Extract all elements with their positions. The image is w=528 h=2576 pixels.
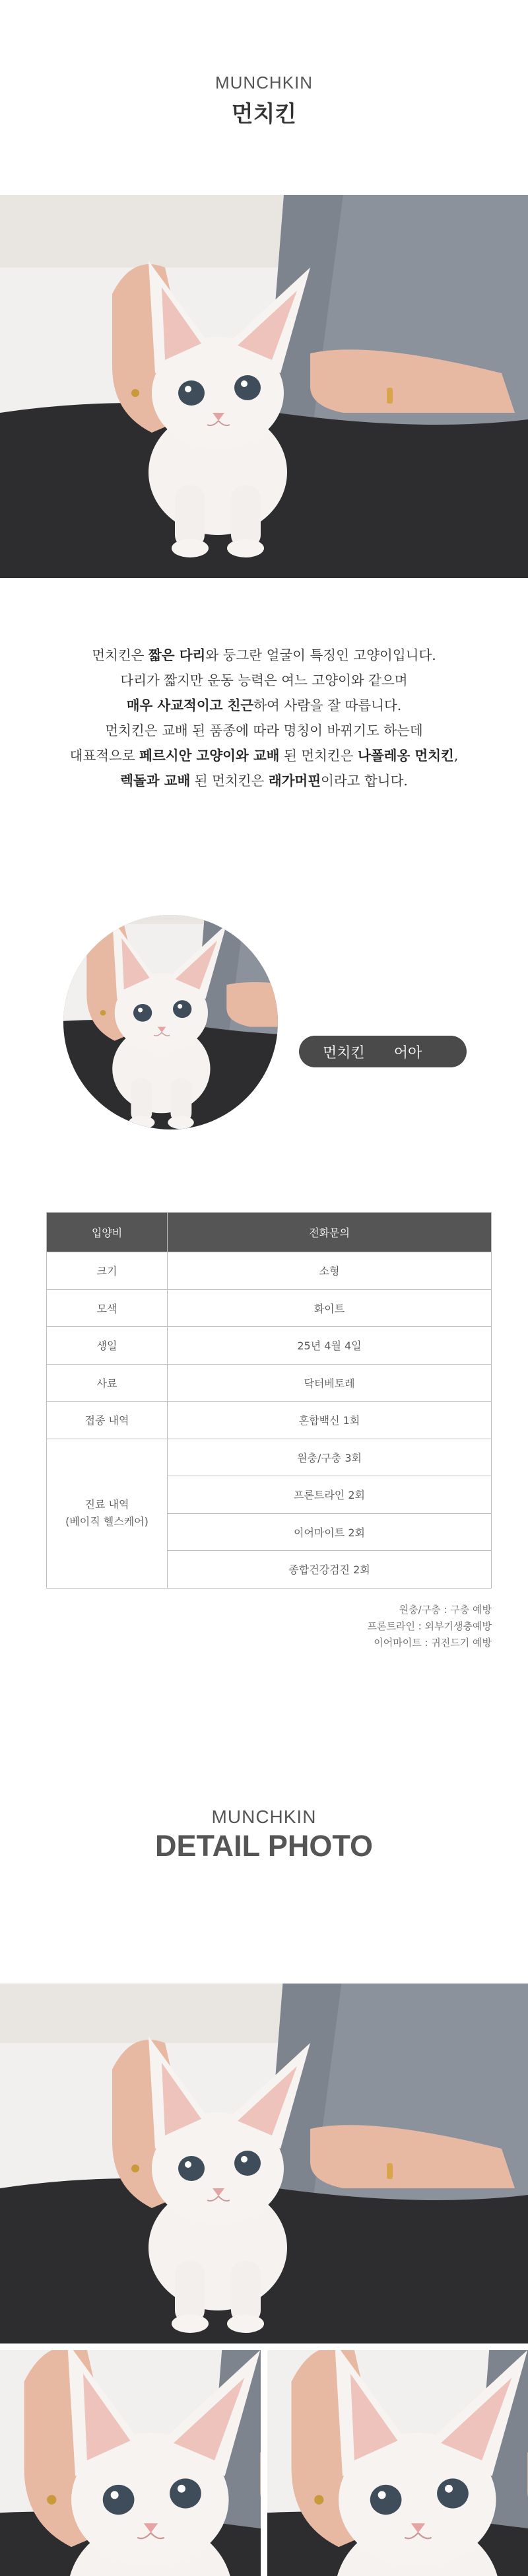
kitten-portrait	[63, 915, 278, 1129]
intro-line-6	[0, 768, 528, 793]
detail-kitten-closeup-right	[267, 2350, 528, 2576]
intro-line-5	[0, 743, 528, 768]
care-label-main: 진료 내역	[84, 1498, 129, 1511]
care-history-label	[47, 1439, 168, 1588]
intro-text: 대표적으로	[69, 748, 140, 764]
intro-text: ,	[453, 748, 459, 764]
footnote: 원충/구충 : 구충 예방	[399, 1604, 492, 1616]
page-title	[0, 0, 528, 195]
title-korean: 먼치킨	[231, 101, 297, 127]
intro-text: 된 먼치킨은	[190, 773, 269, 789]
intro-highlight: 페르시안 고양이와 교배	[139, 748, 280, 764]
detail-title-main: DETAIL PHOTO	[154, 1829, 374, 1863]
footnote: 프론트라인 : 외부기생충예방	[367, 1620, 492, 1632]
detail-photo-large	[0, 1984, 528, 2343]
table-row	[47, 1289, 492, 1327]
table-row	[47, 1402, 492, 1439]
row-value: 혼합백신 1회	[168, 1402, 492, 1439]
kitten-info	[0, 1212, 528, 1882]
price-value: 전화문의	[168, 1213, 492, 1252]
table-header-row	[47, 1213, 492, 1252]
intro-line-2: 다리가 짧지만 운동 능력은 여느 고양이와 같으며	[120, 672, 408, 688]
detail-kitten-closeup-left	[0, 2350, 261, 2576]
kitten-image	[0, 195, 528, 578]
kitten-name-badge	[299, 1036, 467, 1067]
intro-line-4: 먼치킨은 교배 된 품종에 따라 명칭이 바뀌기도 하는데	[105, 723, 423, 738]
parent-name: 어아	[393, 1044, 422, 1061]
row-label: 사료	[47, 1364, 168, 1402]
table-row	[47, 1364, 492, 1402]
detail-kitten-image	[0, 1984, 528, 2343]
breed-name: 먼치킨	[323, 1044, 365, 1061]
care-item: 프론트라인 2회	[168, 1476, 492, 1514]
intro-text: 와 둥그란 얼굴이 특징인 고양이입니다.	[205, 647, 436, 663]
care-label-sub: (베이직 헬스케어)	[65, 1515, 148, 1528]
care-item: 원충/구충 3회	[168, 1439, 492, 1476]
detail-photo-right	[267, 2350, 528, 2576]
row-value: 화이트	[168, 1289, 492, 1327]
detail-photo-pair	[0, 2350, 528, 2576]
footnote: 이어마이트 : 귀진드기 예방	[374, 1637, 492, 1649]
row-label: 생일	[47, 1327, 168, 1365]
detail-photo-left	[0, 2350, 261, 2576]
title-english: MUNCHKIN	[214, 73, 314, 92]
row-value: 닥터베토레	[168, 1364, 492, 1402]
intro-line-1	[0, 643, 528, 668]
intro-text: 하여 사람을 잘 따릅니다.	[253, 698, 402, 713]
info-table	[46, 1212, 492, 1589]
row-label: 모색	[47, 1289, 168, 1327]
table-row	[47, 1252, 492, 1290]
intro-highlight: 래가머핀	[268, 773, 321, 789]
row-label: 크기	[47, 1252, 168, 1290]
intro-line-3	[0, 693, 528, 718]
intro-highlight: 나폴레옹 먼치킨	[358, 748, 454, 764]
price-label: 입양비	[47, 1213, 168, 1252]
intro-highlight: 짧은 다리	[148, 647, 206, 663]
row-label: 접종 내역	[47, 1402, 168, 1439]
row-value: 소형	[168, 1252, 492, 1290]
detail-title-english: MUNCHKIN	[211, 1807, 317, 1827]
row-value: 25년 4월 4일	[168, 1327, 492, 1365]
intro-highlight: 렉돌과 교배	[120, 773, 191, 789]
intro-text: 된 먼치킨은	[279, 748, 358, 764]
kitten-portrait-image	[63, 915, 278, 1129]
intro-text: 먼치킨은	[92, 647, 148, 663]
footnotes	[368, 1602, 492, 1651]
kitten-photo-main	[0, 195, 528, 578]
care-item: 종합건강검진 2회	[168, 1551, 492, 1589]
intro-highlight: 매우 사교적이고 친근	[126, 698, 254, 713]
care-item: 이어마이트 2회	[168, 1513, 492, 1551]
table-row	[47, 1327, 492, 1365]
table-row	[47, 1439, 492, 1476]
kitten-profile	[0, 915, 528, 1212]
intro-text: 이라고 합니다.	[321, 773, 408, 789]
breed-description	[0, 578, 528, 915]
